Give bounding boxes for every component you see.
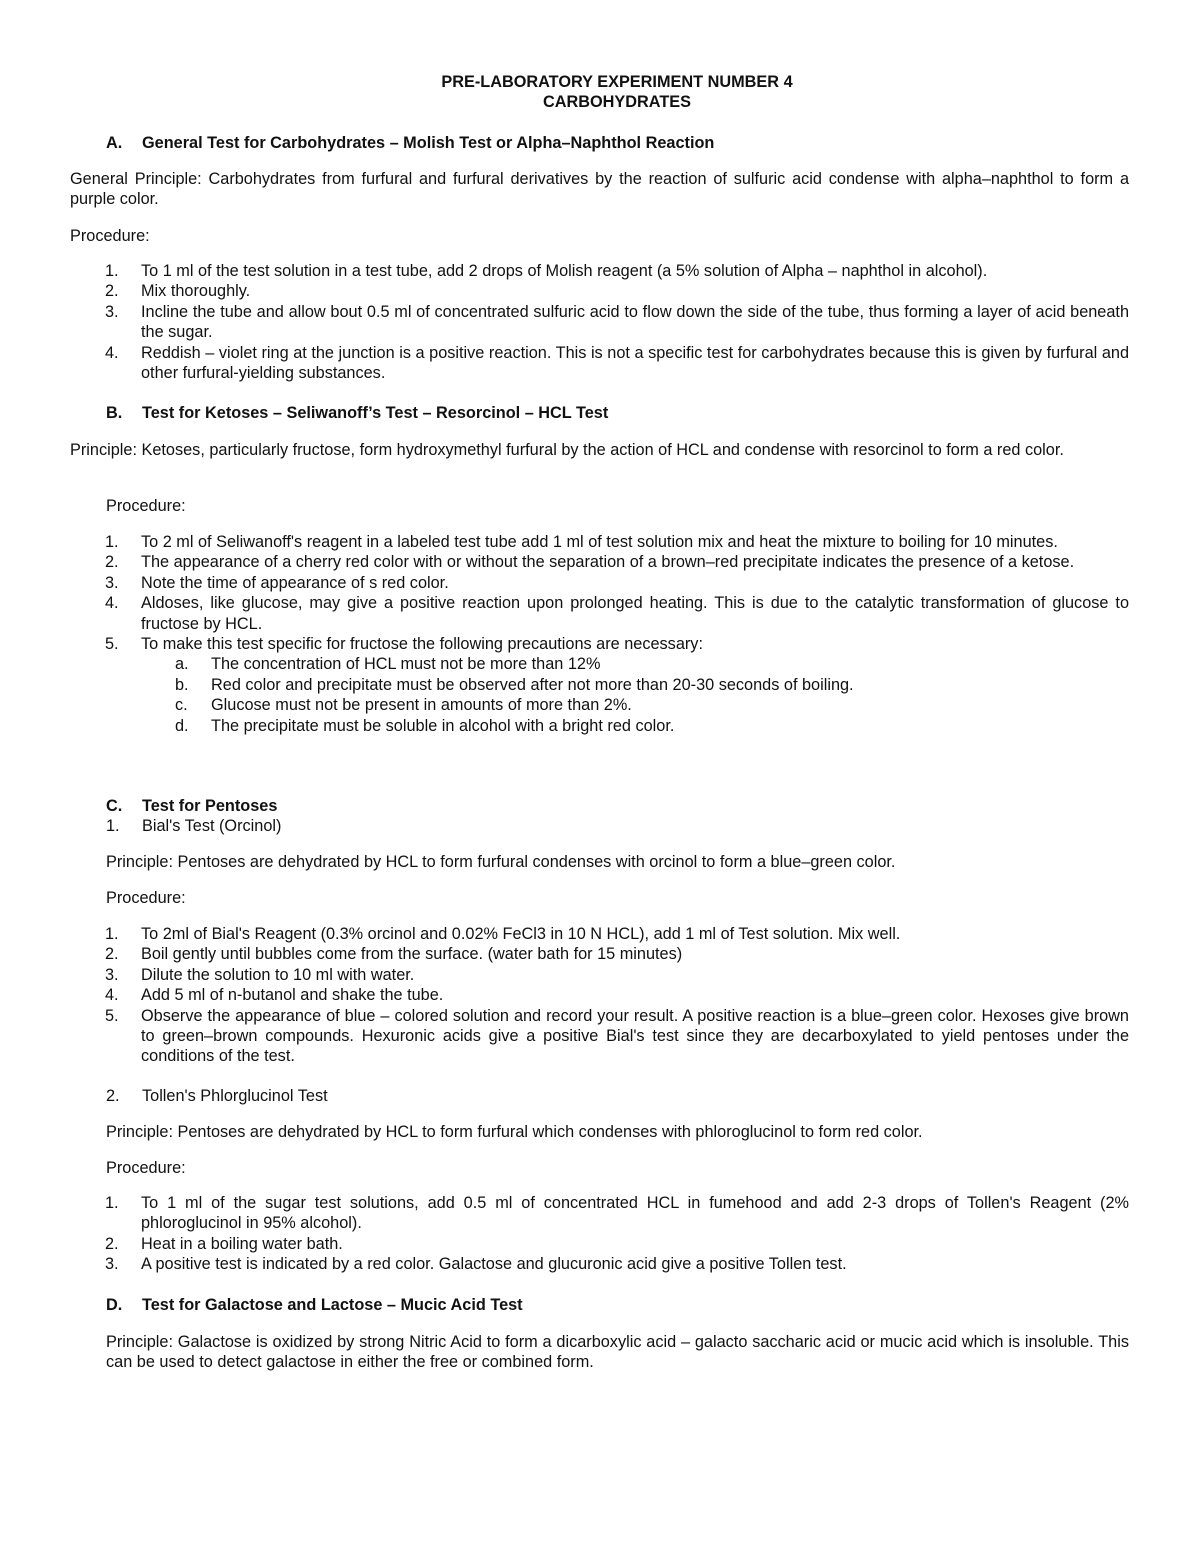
test2-principle: Principle: Pentoses are dehydrated by HCL to form furfural which condenses with phloroglucinol to form red color. xyxy=(106,1123,923,1141)
section-title: Test for Galactose and Lactose – Mucic Acid Test xyxy=(142,1296,523,1314)
section-title: Test for Pentoses xyxy=(142,797,278,815)
test2-heading xyxy=(106,1086,328,1106)
list-item: d. The precipitate must be soluble in alcohol with a bright red color. xyxy=(175,716,675,735)
list-item: a. The concentration of HCL must not be more than 12% xyxy=(175,655,601,674)
list-item: c. Glucose must not be present in amounts of more than 2%. xyxy=(175,696,632,715)
list-item: 5. Observe the appearance of blue – colored solution and record your result. A positive reaction is a blue–green color. Hexoses give brown to green–brown compounds. Hexuronic acids give a positive Bial's test since they are decarboxylated to yield pentoses under the conditions of the test. xyxy=(105,1006,1129,1066)
section-b-substeps xyxy=(175,654,1129,736)
list-item: 2. Mix thoroughly. xyxy=(105,282,251,301)
test1-steps xyxy=(105,924,1129,1067)
section-title: Test for Ketoses – Seliwanoff’s Test – Resorcinol – HCL Test xyxy=(142,404,609,422)
document-title: PRE-LABORATORY EXPERIMENT NUMBER 4 xyxy=(441,73,793,91)
section-d-principle: Principle: Galactose is oxidized by strong Nitric Acid to form a dicarboxylic acid – galacto saccharic acid or mucic acid which is insoluble. This can be used to detect galactose in either the free or combined form. xyxy=(106,1333,1129,1372)
list-item: 3. Note the time of appearance of s red color. xyxy=(105,573,449,592)
section-letter: B. xyxy=(106,404,123,422)
test2-steps xyxy=(105,1193,1129,1275)
section-title: General Test for Carbohydrates – Molish Test or Alpha–Naphthol Reaction xyxy=(142,134,715,152)
document-subtitle: CARBOHYDRATES xyxy=(542,93,692,111)
list-item: 2. Boil gently until bubbles come from the surface. (water bath for 15 minutes) xyxy=(105,945,683,964)
list-item: 4. Aldoses, like glucose, may give a positive reaction upon prolonged heating. This is due to the catalytic transformation of glucose to fructose by HCL. xyxy=(105,594,1129,633)
test2-procedure-label: Procedure: xyxy=(106,1159,186,1177)
section-a-principle: General Principle: Carbohydrates from furfural and furfural derivatives by the reaction of sulfuric acid condense with alpha–naphthol to form a purple color. xyxy=(70,170,1129,209)
section-b-procedure-label: Procedure: xyxy=(106,497,186,515)
section-a-steps xyxy=(105,261,1129,383)
list-item: 1. To 2ml of Bial's Reagent (0.3% orcinol and 0.02% FeCl3 in 10 N HCL), add 1 ml of Test solution. Mix well. xyxy=(105,925,901,943)
list-item: b. Red color and precipitate must be observed after not more than 20-30 seconds of boiling. xyxy=(175,675,854,694)
list-item: 4. Reddish – violet ring at the junction is a positive reaction. This is not a specific test for carbohydrates because this is given by furfural and other furfural-yielding substances. xyxy=(105,343,1129,383)
list-item: 4. Add 5 ml of n-butanol and shake the tube. xyxy=(105,986,444,1005)
list-item: 1. To 1 ml of the test solution in a test tube, add 2 drops of Molish reagent (a 5% solution of Alpha – naphthol in alcohol). xyxy=(105,262,988,280)
section-letter: C. xyxy=(106,797,123,815)
list-item: 3. A positive test is indicated by a red color. Galactose and glucuronic acid give a positive Tollen test. xyxy=(105,1255,847,1274)
list-item: 1. To 1 ml of the sugar test solutions, add 0.5 ml of concentrated HCL in fumehood and add 2-3 drops of Tollen's Reagent (2% phloroglucinol in 95% alcohol). xyxy=(105,1194,1129,1233)
list-item: 3. Incline the tube and allow bout 0.5 ml of concentrated sulfuric acid to flow down the side of the tube, thus forming a layer of acid beneath the sugar. xyxy=(105,302,1129,342)
test-name: Bial's Test (Orcinol) xyxy=(142,817,282,835)
list-item: 1. To 2 ml of Seliwanoff's reagent in a labeled test tube add 1 ml of test solution mix and heat the mixture to boiling for 10 minutes. xyxy=(105,533,1058,551)
section-b-steps xyxy=(105,532,1129,736)
test-number: 2. xyxy=(106,1087,120,1105)
test1-heading xyxy=(106,816,282,836)
list-item: 5. To make this test specific for fructose the following precautions are necessary: a. The concentration of HCL must not be more than 12% b. Red color and precipitate must be observed after not more than 20-30 seconds of boiling. c. Glucose must not be present in amounts of more than 2%. d. The precipitate must be soluble in alcohol with a bright red color. xyxy=(105,634,1129,736)
test1-principle: Principle: Pentoses are dehydrated by HCL to form furfural condenses with orcinol to form a blue–green color. xyxy=(106,853,896,871)
list-item: 2. The appearance of a cherry red color with or without the separation of a brown–red precipitate indicates the presence of a ketose. xyxy=(105,553,1075,572)
test-number: 1. xyxy=(106,817,120,835)
test1-procedure-label: Procedure: xyxy=(106,889,186,907)
section-a-procedure-label: Procedure: xyxy=(70,227,150,245)
section-b-principle: Principle: Ketoses, particularly fructose, form hydroxymethyl furfural by the action of HCL and condense with resorcinol to form a red color. xyxy=(70,441,1064,459)
test-name: Tollen's Phlorglucinol Test xyxy=(142,1087,328,1105)
section-letter: A. xyxy=(106,134,123,152)
list-item: 3. Dilute the solution to 10 ml with water. xyxy=(105,965,415,984)
section-letter: D. xyxy=(106,1296,123,1314)
list-item: 2. Heat in a boiling water bath. xyxy=(105,1234,343,1253)
